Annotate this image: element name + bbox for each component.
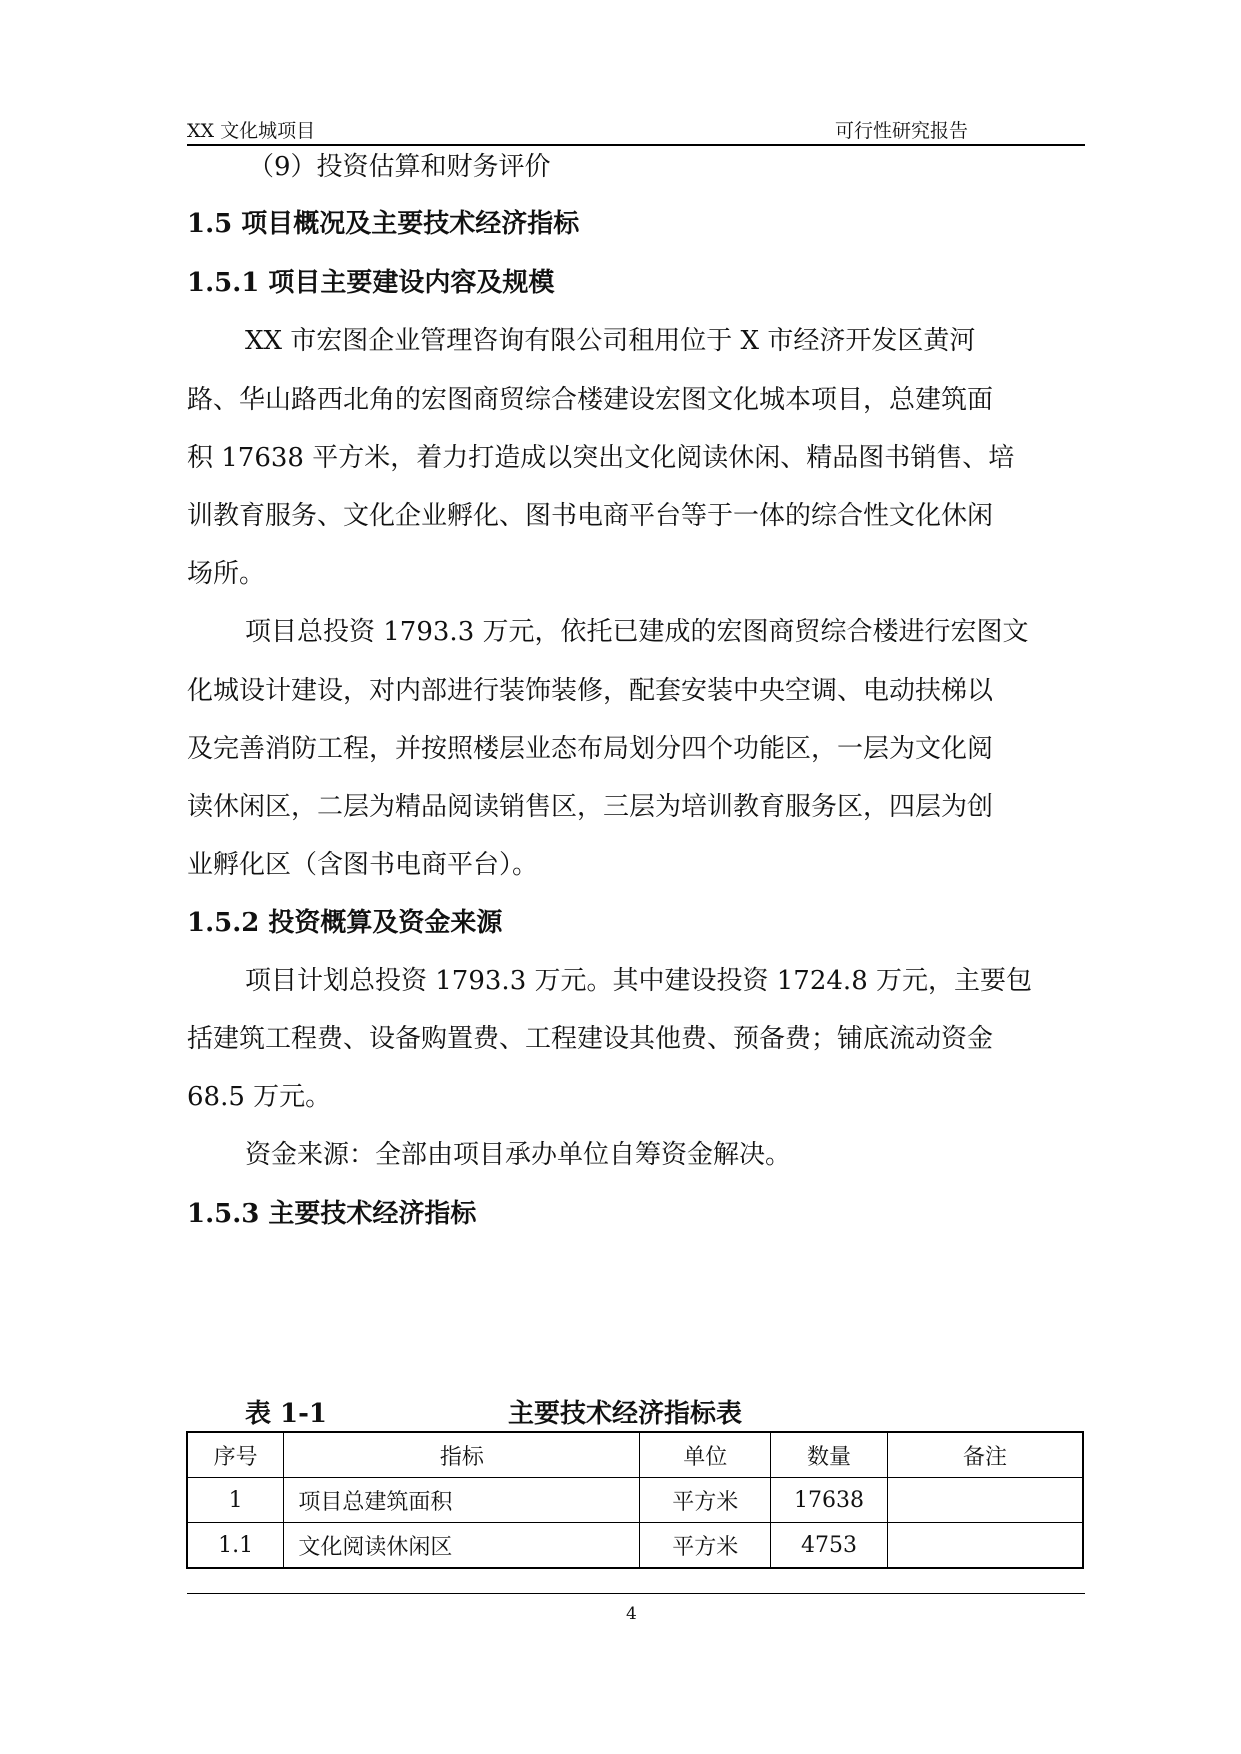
paragraph-line: 项目总投资 1793.3 万元，依托已建成的宏图商贸综合楼进行宏图文	[245, 617, 1029, 647]
paragraph-line: 业孵化区（含图书电商平台）。	[187, 850, 539, 880]
table-cell	[887, 1523, 1083, 1569]
table-caption: 主要技术经济指标表	[508, 1399, 743, 1429]
table-row	[187, 1523, 1083, 1569]
table-header-cell: 数量	[771, 1432, 888, 1478]
page-number: 4	[626, 1604, 637, 1624]
table-cell: 4753	[771, 1523, 888, 1569]
paragraph-line: 训教育服务、文化企业孵化、图书电商平台等于一体的综合性文化休闲	[187, 501, 994, 531]
paragraph-line: 积 17638 平方米，着力打造成以突出文化阅读休闲、精品图书销售、培	[187, 443, 1015, 473]
section-heading-1-5-1: 1.5.1 项目主要建设内容及规模	[187, 268, 555, 298]
table-header-cell: 单位	[640, 1432, 771, 1478]
table-cell: 文化阅读休闲区	[284, 1523, 640, 1569]
header-report-type: 可行性研究报告	[835, 120, 969, 142]
item-9: （9）投资估算和财务评价	[248, 152, 551, 182]
header-project-name: XX 文化城项目	[187, 120, 316, 142]
table-header-cell: 序号	[187, 1432, 284, 1478]
paragraph-line: 场所。	[187, 559, 266, 589]
section-heading-1-5-3: 1.5.3 主要技术经济指标	[187, 1199, 477, 1229]
paragraph-line: 68.5 万元。	[187, 1082, 332, 1112]
table-header-row	[187, 1432, 1083, 1478]
table-cell: 项目总建筑面积	[284, 1478, 640, 1523]
table-row	[187, 1478, 1083, 1523]
table-cell: 平方米	[640, 1523, 771, 1569]
table-cell: 1	[187, 1478, 284, 1523]
footer-rule	[187, 1593, 1085, 1594]
table-header-cell: 备注	[887, 1432, 1083, 1478]
paragraph-line: 化城设计建设，对内部进行装饰装修，配套安装中央空调、电动扶梯以	[187, 676, 994, 706]
page-header	[187, 114, 1085, 146]
paragraph-line: 读休闲区，二层为精品阅读销售区，三层为培训教育服务区，四层为创	[187, 792, 994, 822]
paragraph-line: 及完善消防工程，并按照楼层业态布局划分四个功能区，一层为文化阅	[187, 734, 994, 764]
table-cell: 1.1	[187, 1523, 284, 1569]
paragraph-line: 资金来源：全部由项目承办单位自筹资金解决。	[245, 1140, 792, 1170]
table-cell: 17638	[771, 1478, 888, 1523]
table-label: 表 1-1	[245, 1399, 328, 1429]
paragraph-line: 项目计划总投资 1793.3 万元。其中建设投资 1724.8 万元，主要包	[245, 966, 1033, 996]
paragraph-line: XX 市宏图企业管理咨询有限公司租用位于 X 市经济开发区黄河	[245, 326, 976, 356]
indicators-table	[186, 1431, 1084, 1569]
table-cell	[887, 1478, 1083, 1523]
section-heading-1-5: 1.5 项目概况及主要技术经济指标	[187, 209, 580, 239]
paragraph-line: 括建筑工程费、设备购置费、工程建设其他费、预备费；铺底流动资金	[187, 1024, 994, 1054]
paragraph-line: 路、华山路西北角的宏图商贸综合楼建设宏图文化城本项目，总建筑面	[187, 385, 994, 415]
section-heading-1-5-2: 1.5.2 投资概算及资金来源	[187, 908, 503, 938]
table-cell: 平方米	[640, 1478, 771, 1523]
table-header-cell: 指标	[284, 1432, 640, 1478]
